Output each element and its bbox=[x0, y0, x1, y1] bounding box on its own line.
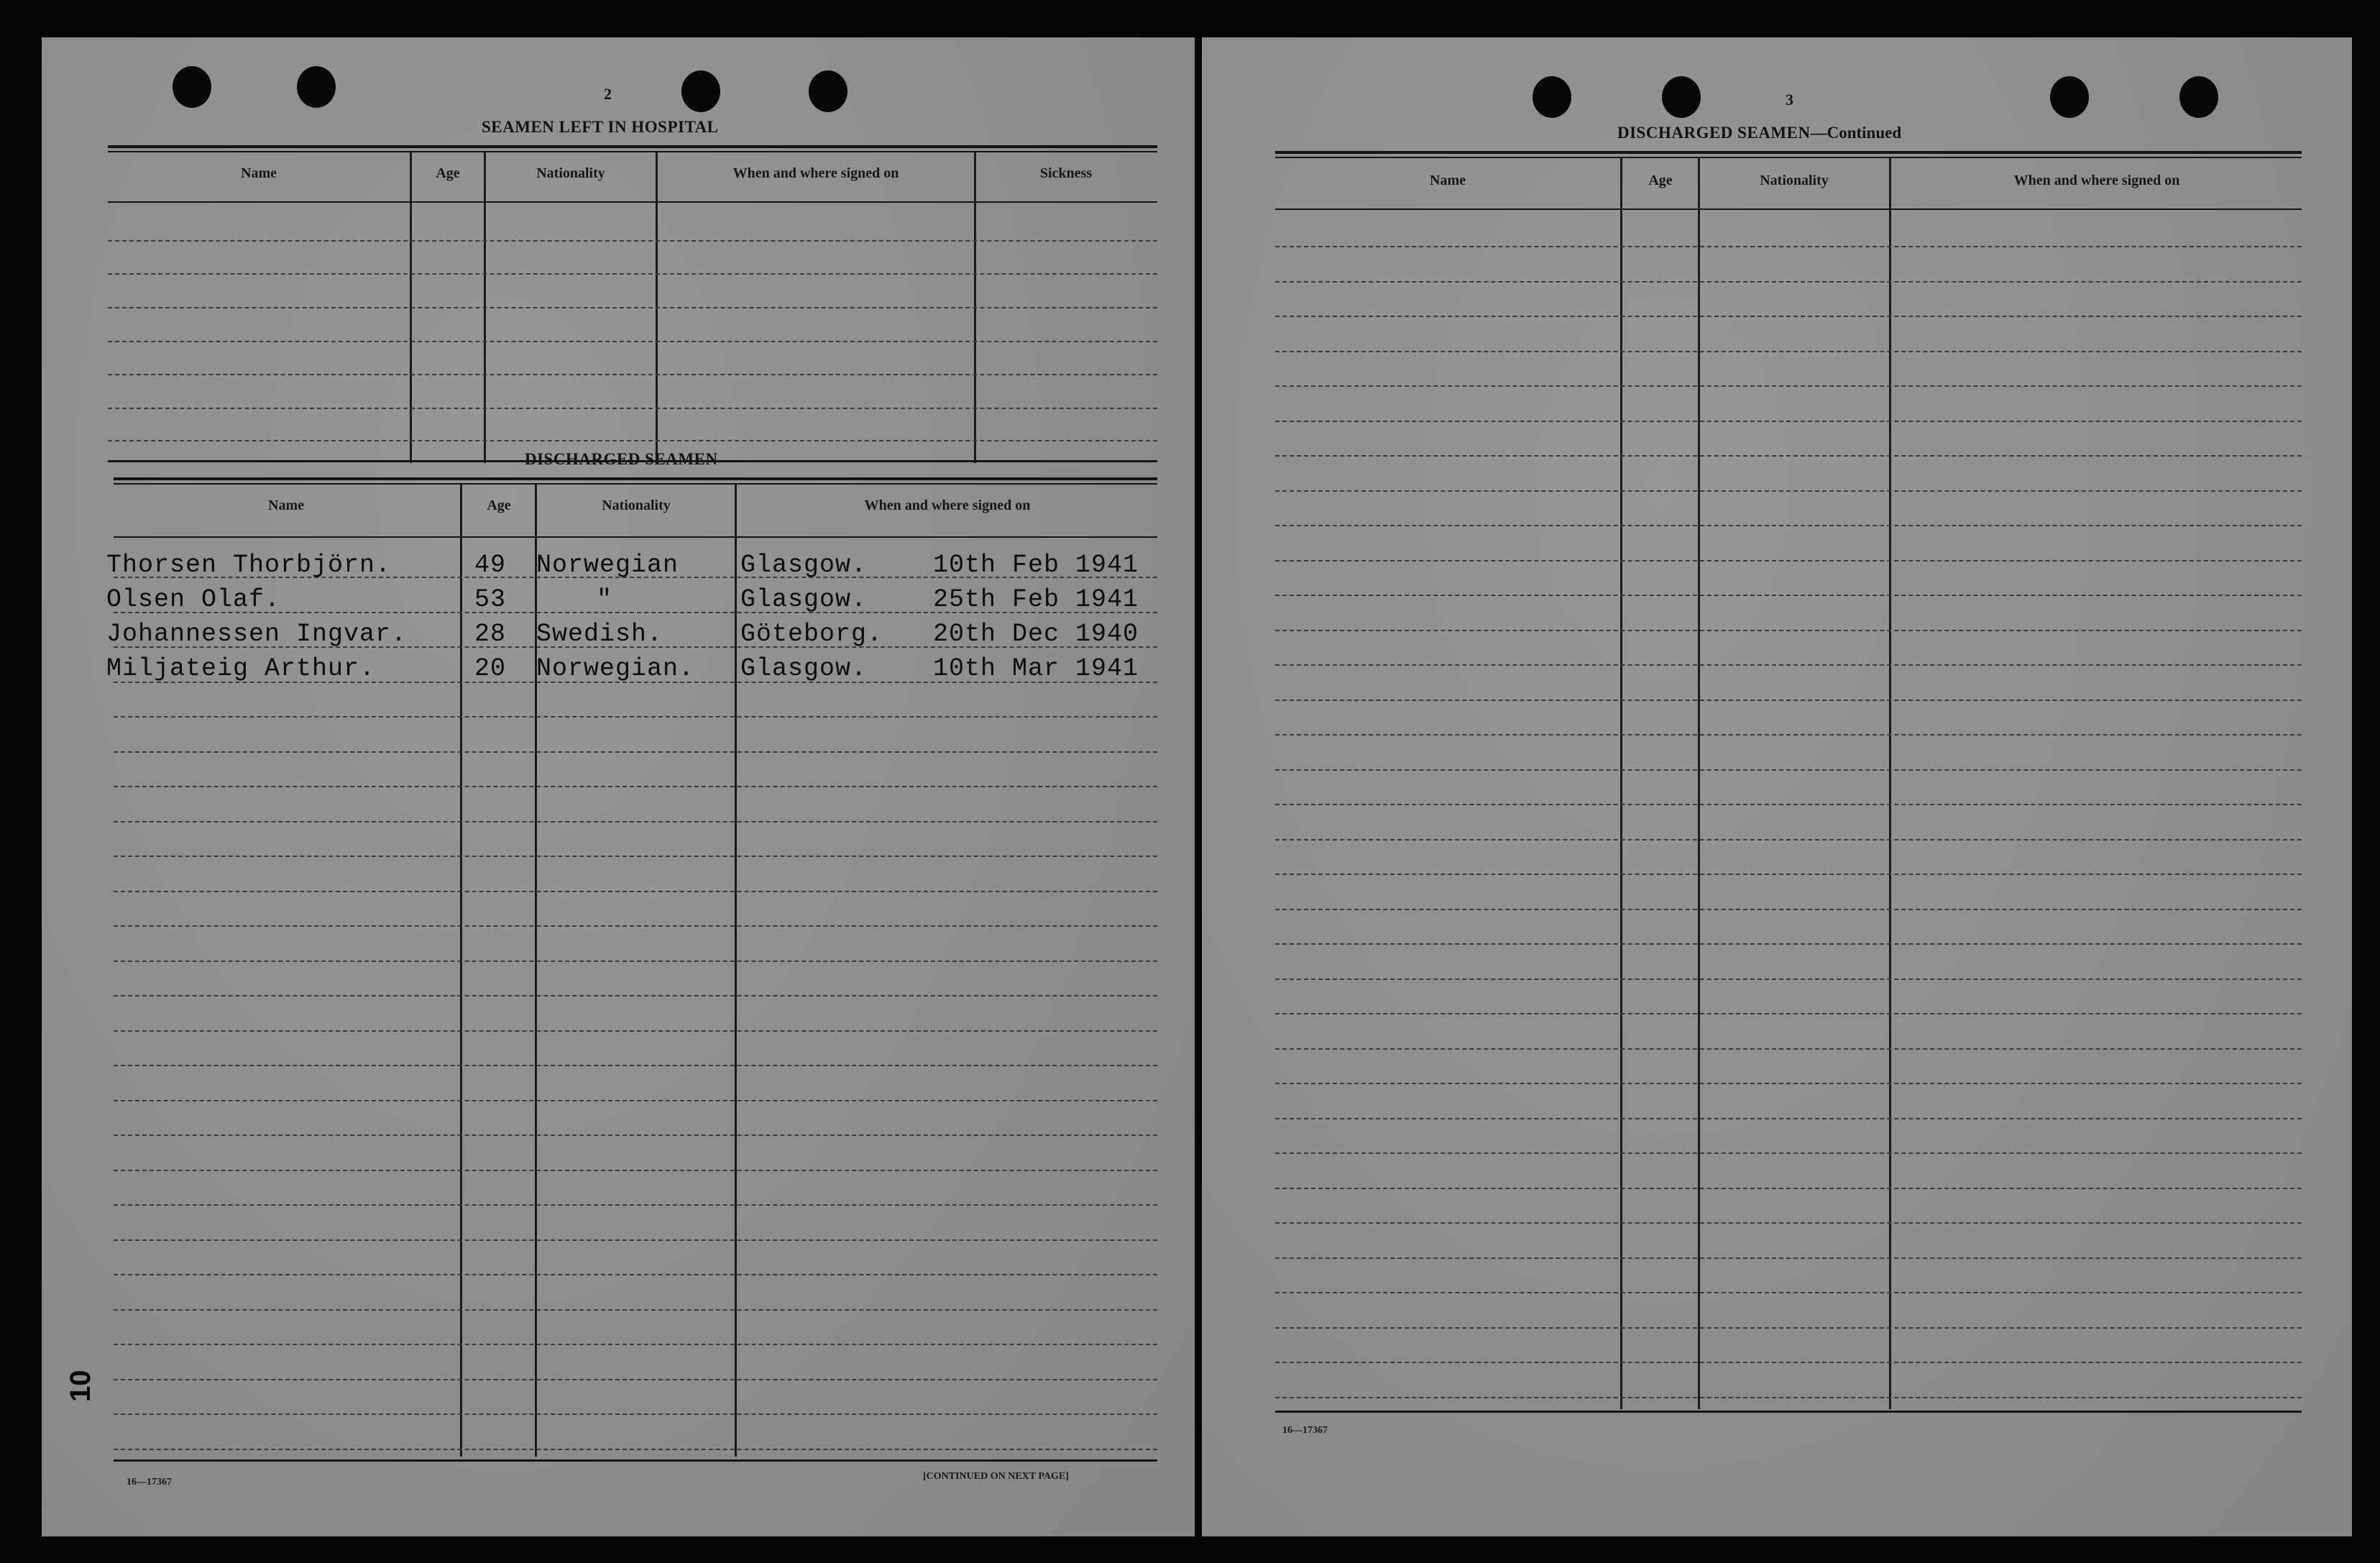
seaman-nationality: Norwegian. bbox=[536, 654, 695, 683]
row-line bbox=[1275, 455, 2302, 457]
column-header-name: Name bbox=[1430, 173, 1466, 188]
row-line bbox=[1275, 700, 2302, 701]
signed-on-place: Göteborg. bbox=[740, 620, 883, 648]
signed-on-place: Glasgow. bbox=[740, 585, 868, 614]
table-bottom-rule bbox=[114, 1459, 1157, 1462]
right-page bbox=[1202, 37, 2352, 1536]
left-page bbox=[42, 37, 1195, 1536]
row-line bbox=[108, 374, 1157, 375]
column-header-age: Age bbox=[1648, 173, 1673, 188]
signed-on-place: Glasgow. bbox=[740, 551, 868, 579]
row-line bbox=[1275, 525, 2302, 526]
row-line bbox=[1275, 1327, 2302, 1329]
column-divider bbox=[1889, 158, 1891, 1409]
column-header-name: Name bbox=[241, 165, 277, 181]
row-line bbox=[1275, 1083, 2302, 1084]
row-line bbox=[114, 1449, 1157, 1450]
row-line bbox=[1275, 804, 2302, 805]
row-line bbox=[108, 307, 1157, 308]
row-line bbox=[1275, 978, 2302, 980]
column-divider bbox=[735, 485, 737, 1457]
form-code: 16—17367 bbox=[1282, 1425, 1328, 1436]
row-line bbox=[114, 1379, 1157, 1380]
table-top-rule bbox=[1275, 157, 2302, 158]
row-line bbox=[1275, 1048, 2302, 1050]
row-line bbox=[1275, 874, 2302, 875]
signed-on-place: Glasgow. bbox=[740, 654, 868, 683]
row-line bbox=[114, 1204, 1157, 1206]
page-number: 2 bbox=[604, 85, 612, 103]
row-line bbox=[114, 1344, 1157, 1345]
discharged-continued-heading: DISCHARGED SEAMEN—Continued bbox=[1617, 124, 1902, 142]
seaman-age: 53 bbox=[474, 585, 507, 614]
column-header-signed-on: When and where signed on bbox=[732, 165, 899, 181]
table-top-rule bbox=[114, 477, 1157, 480]
row-line bbox=[1275, 385, 2302, 387]
row-line bbox=[1275, 316, 2302, 317]
column-header-age: Age bbox=[436, 165, 460, 181]
seaman-nationality: Swedish. bbox=[536, 620, 663, 648]
row-line bbox=[114, 1100, 1157, 1101]
header-rule bbox=[1275, 208, 2302, 210]
row-line bbox=[108, 273, 1157, 275]
row-line bbox=[1275, 664, 2302, 666]
row-line bbox=[1275, 1118, 2302, 1119]
header-rule bbox=[114, 536, 1157, 538]
row-line bbox=[1275, 421, 2302, 422]
row-line bbox=[1275, 1257, 2302, 1259]
row-line bbox=[114, 891, 1157, 892]
table-bottom-rule bbox=[1275, 1411, 2302, 1413]
seaman-nationality: Norwegian bbox=[536, 551, 679, 579]
header-rule bbox=[108, 201, 1157, 203]
row-line bbox=[1275, 1152, 2302, 1154]
row-line bbox=[114, 786, 1157, 787]
row-line bbox=[114, 1170, 1157, 1171]
row-line bbox=[114, 1309, 1157, 1311]
column-header-signed-on: When and where signed on bbox=[2013, 173, 2180, 188]
row-line bbox=[114, 1030, 1157, 1032]
row-line bbox=[1275, 839, 2302, 840]
row-line bbox=[1275, 1013, 2302, 1014]
row-line bbox=[1275, 1188, 2302, 1189]
row-line bbox=[108, 440, 1157, 441]
punch-hole bbox=[809, 70, 847, 112]
seaman-name: Miljateig Arthur. bbox=[106, 654, 376, 683]
row-line bbox=[114, 1065, 1157, 1066]
seaman-nationality: " bbox=[597, 585, 613, 614]
seaman-age: 28 bbox=[474, 620, 507, 648]
row-line bbox=[1275, 909, 2302, 910]
table-top-rule bbox=[1275, 151, 2302, 154]
punch-hole bbox=[681, 70, 720, 112]
column-header-nationality: Nationality bbox=[602, 498, 671, 513]
seaman-age: 20 bbox=[474, 654, 507, 683]
row-line bbox=[114, 716, 1157, 718]
discharged-heading: DISCHARGED SEAMEN bbox=[525, 450, 718, 468]
column-divider bbox=[460, 485, 462, 1457]
row-line bbox=[114, 856, 1157, 857]
seaman-name: Olsen Olaf. bbox=[106, 585, 281, 614]
seaman-name: Johannessen Ingvar. bbox=[106, 620, 408, 648]
column-header-age: Age bbox=[487, 498, 511, 513]
punch-hole bbox=[1533, 76, 1571, 118]
row-line bbox=[108, 341, 1157, 342]
row-line bbox=[114, 925, 1157, 927]
column-divider bbox=[1620, 158, 1622, 1409]
column-header-nationality: Nationality bbox=[536, 165, 605, 181]
column-header-sickness: Sickness bbox=[1039, 165, 1093, 181]
table-top-rule bbox=[108, 145, 1157, 148]
seaman-name: Thorsen Thorbjörn. bbox=[106, 551, 392, 579]
punch-hole bbox=[2050, 76, 2089, 118]
continued-note: [CONTINUED ON NEXT PAGE] bbox=[923, 1471, 1069, 1482]
column-header-name: Name bbox=[268, 498, 304, 513]
margin-mark: 10 bbox=[65, 1370, 96, 1402]
row-line bbox=[1275, 281, 2302, 283]
column-header-signed-on: When and where signed on bbox=[864, 498, 1031, 513]
row-line bbox=[1275, 560, 2302, 562]
signed-on-date: 20th Dec 1940 bbox=[933, 620, 1139, 648]
row-line bbox=[114, 1239, 1157, 1241]
row-line bbox=[1275, 351, 2302, 352]
signed-on-date: 10th Mar 1941 bbox=[933, 654, 1139, 683]
punch-hole bbox=[2179, 76, 2218, 118]
row-line bbox=[114, 961, 1157, 962]
row-line bbox=[1275, 490, 2302, 492]
row-line bbox=[108, 240, 1157, 242]
row-line bbox=[114, 1274, 1157, 1275]
row-line bbox=[1275, 1292, 2302, 1293]
row-line bbox=[1275, 943, 2302, 945]
row-line bbox=[1275, 630, 2302, 631]
signed-on-date: 10th Feb 1941 bbox=[933, 551, 1139, 579]
seaman-age: 49 bbox=[474, 551, 507, 579]
punch-hole bbox=[173, 66, 211, 108]
row-line bbox=[1275, 734, 2302, 735]
row-line bbox=[1275, 595, 2302, 596]
row-line bbox=[1275, 1362, 2302, 1363]
row-line bbox=[1275, 246, 2302, 247]
row-line bbox=[1275, 769, 2302, 771]
row-line bbox=[114, 995, 1157, 996]
hospital-heading: SEAMEN LEFT IN HOSPITAL bbox=[482, 118, 719, 136]
row-line bbox=[108, 408, 1157, 409]
row-line bbox=[114, 1413, 1157, 1415]
column-divider bbox=[1698, 158, 1700, 1409]
table-top-rule bbox=[108, 151, 1157, 152]
row-line bbox=[114, 821, 1157, 822]
punch-hole bbox=[1662, 76, 1701, 118]
row-line bbox=[1275, 1397, 2302, 1398]
signed-on-date: 25th Feb 1941 bbox=[933, 585, 1139, 614]
row-line bbox=[1275, 1222, 2302, 1224]
row-line bbox=[114, 1135, 1157, 1136]
column-header-nationality: Nationality bbox=[1760, 173, 1829, 188]
row-line bbox=[114, 751, 1157, 753]
punch-hole bbox=[297, 66, 336, 108]
table-top-rule bbox=[114, 483, 1157, 485]
page-number: 3 bbox=[1786, 91, 1793, 109]
form-code: 16—17367 bbox=[127, 1477, 172, 1488]
